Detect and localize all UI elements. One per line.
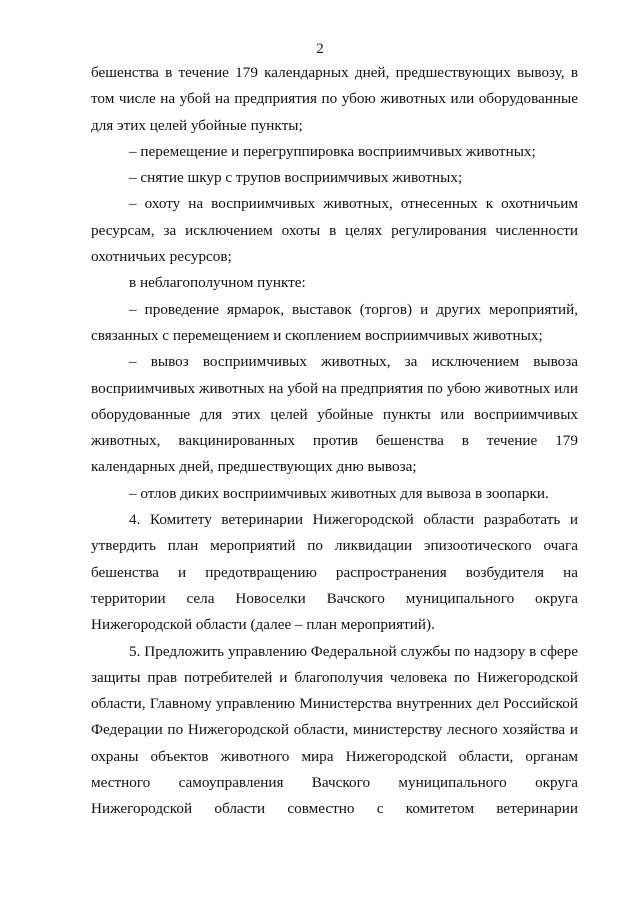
list-item-capture: – отлов диких восприимчивых животных для вывоза в зоопарки. [129, 484, 549, 502]
paragraph-unfavorable-point-heading: в неблагополучном пункте: [129, 274, 306, 292]
list-item-hunting: – охоту на восприимчивых животных, отнесенных к охотничьим ресурсам, за исключением охоты в целях регулирования численности охотничьих ресурсов; [91, 195, 578, 266]
list-item-regrouping: – перемещение и перегруппировка восприимчивых животных; [129, 142, 536, 160]
list-item-fairs: – проведение ярмарок, выставок (торгов) и других мероприятий, связанных с перемещением и скоплением восприимчивых животных; [91, 300, 578, 344]
list-item-export: – вывоз восприимчивых животных, за исключением вывоза восприимчивых животных на убой на предприятия по убою животных или оборудованные для этих целей убойные пункты или восприимчивых животных, вакцинированных против бешенства в течение 179 календарных дней, предшествующих дню вывоза; [91, 353, 578, 476]
page-number: 2 [316, 41, 324, 57]
clause-5: 5. Предложить управлению Федеральной службы по надзору в сфере защиты прав потребителей и благополучия человека по Нижегородской области, Главному управлению Министерства внутренних дел Российской Федерации по Нижегородской области, министерству лесного хозяйства и охраны объектов животного мира Нижегородской области, органам местного самоуправления Вачского муниципального округа Нижегородской области совместно с комитетом ветеринарии [91, 642, 578, 818]
clause-4: 4. Комитету ветеринарии Нижегородской области разработать и утвердить план мероприятий по ликвидации эпизоотического очага бешенства и предотвращению распространения возбудителя на территории села Новоселки Вачского муниципального округа Нижегородской области (далее – план мероприятий). [91, 511, 578, 634]
paragraph-continuation: бешенства в течение 179 календарных дней, предшествующих вывозу, в том числе на убой на предприятия по убою животных или оборудованные для этих целей убойные пункты; [91, 64, 578, 134]
document-body [91, 60, 578, 823]
list-item-skinning: – снятие шкур с трупов восприимчивых животных; [129, 169, 463, 187]
